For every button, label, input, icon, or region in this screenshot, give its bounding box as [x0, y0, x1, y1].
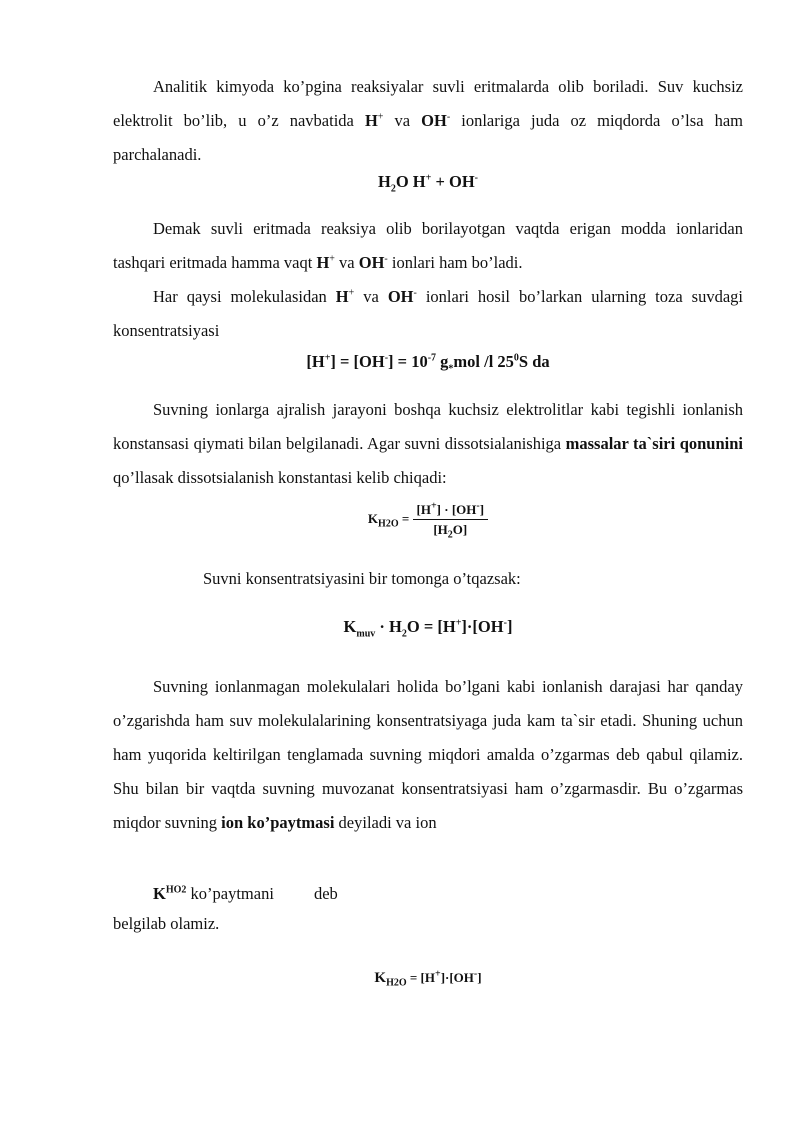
- sub: 2: [393, 977, 399, 989]
- eq-part: O: [395, 172, 409, 191]
- text: Demak suvli eritmada reaksiya olib borilayotgan vaqtda erigan modda ionlaridan tashqari eritmada hamma vaqt: [113, 219, 743, 272]
- paragraph-belgilab: [113, 907, 743, 941]
- sup: +: [329, 253, 335, 265]
- paragraph-suvning-ionlarga: [113, 393, 743, 495]
- equation-kmuv: [113, 617, 743, 640]
- eq-part: g: [436, 352, 449, 371]
- sup: -: [474, 172, 479, 184]
- text: va: [354, 287, 388, 306]
- sup: HO2: [165, 884, 187, 896]
- sub: O: [390, 518, 399, 530]
- sub: 2: [390, 183, 396, 195]
- ion-h: H: [364, 111, 378, 130]
- paragraph-demak: [113, 212, 743, 280]
- sup: +: [434, 968, 441, 980]
- eq-part: ] · [OH: [436, 502, 477, 517]
- k-symbol: K: [153, 884, 166, 903]
- ion-oh: OH: [387, 287, 414, 306]
- text: qo’llasak dissotsialanish konstantasi kelib chiqadi:: [113, 468, 447, 487]
- bold-term: massalar ta`siri qonunini: [565, 434, 743, 453]
- text: va: [383, 111, 422, 130]
- eq-part: ]: [479, 502, 485, 517]
- sup: +: [430, 500, 437, 512]
- sub: muv: [356, 628, 376, 640]
- text: ionlari hosil bo’larkan ularning toza suvdagi konsentratsiyasi: [113, 287, 743, 340]
- eq-part: · H: [375, 617, 402, 636]
- eq-part: H: [408, 172, 426, 191]
- sup: +: [348, 287, 355, 299]
- eq-part: K: [343, 617, 357, 636]
- sup: -: [476, 500, 480, 512]
- eq-part: [H: [306, 352, 325, 371]
- sub: H: [386, 977, 394, 989]
- sup: 0: [513, 352, 519, 364]
- paragraph-ion-kopaytmasi: [113, 670, 743, 840]
- paragraph-suvni-konsentratsiyasini: [203, 562, 743, 596]
- text: Suvning ionlarga ajralish jarayoni boshqa kuchsiz elektrolitlar kabi tegishli ionlanish konstansasi qiymati bilan belgilanadi. Agar suvni dissotsialanishiga: [113, 400, 743, 453]
- text: Analitik kimyoda ko’pgina reaksiyalar suvli eritmalarda olib boriladi. Suv kuchsiz elektrolit bo’lib, u o’z navbatida: [113, 77, 743, 130]
- equation-k-fraction: [113, 500, 743, 541]
- sup: -: [384, 352, 389, 364]
- sup: -: [446, 111, 451, 123]
- sup: -7: [427, 352, 437, 364]
- eq-part: [H: [433, 522, 448, 537]
- sup: -: [384, 253, 388, 265]
- fraction: [413, 500, 489, 541]
- text: Suvning ionlanmagan molekulalari holida bo’lgani kabi ionlanish darajasi har qanday o’zgarishda ham suv molekulalarining konsentratsiyaga juda kam ta`sir etadi. Shuning uchun ham yuqorida keltirilgan tenglamada suvning miqdori amalda o’zgarmas deb qabul qilamiz. Shu bilan bir vaqtda suvning muvozanat konsentratsiyasi ham o’zgarmasdir. Bu o’zgarmas miqdor suvning: [113, 677, 743, 832]
- equals: =: [398, 510, 413, 526]
- ion-h: H: [316, 253, 330, 272]
- paragraph-har-qaysi: [113, 280, 743, 348]
- equation-dissociation: [113, 172, 743, 195]
- paragraph-intro: [113, 70, 743, 172]
- eq-part: O]: [452, 522, 468, 537]
- eq-part: K: [374, 970, 387, 986]
- text: Suvni konsentratsiyasini bir tomonga o’tqazsak:: [203, 569, 521, 588]
- eq-part: mol /l 25: [453, 352, 514, 371]
- text: deyiladi va ion: [334, 813, 437, 832]
- eq-part: = [H: [406, 970, 435, 985]
- denominator: [433, 520, 468, 541]
- text: ionlariga juda oz miqdorda o’lsa ham parchalanadi.: [113, 111, 743, 164]
- eq-part: H: [377, 172, 391, 191]
- eq-part: S da: [518, 352, 550, 371]
- paragraph-k-line: [153, 877, 743, 911]
- equation-concentration: [113, 352, 743, 375]
- eq-part: O = [H: [406, 617, 456, 636]
- ion-oh: OH: [421, 111, 447, 130]
- sub: O: [398, 977, 407, 989]
- text: va: [334, 253, 359, 272]
- equation-kh2o: [113, 970, 743, 987]
- sup: +: [425, 172, 432, 184]
- ion-h: H: [335, 287, 349, 306]
- sup: -: [473, 968, 478, 980]
- sup: +: [455, 617, 462, 629]
- eq-part: ]: [506, 617, 513, 636]
- sub: 2: [447, 529, 453, 541]
- eq-part: [H: [416, 502, 431, 517]
- sup: +: [377, 111, 384, 123]
- bold-term: ion ko’paytmasi: [221, 813, 335, 832]
- eq-part: ]·[OH: [461, 617, 504, 636]
- sub: 2: [385, 518, 391, 530]
- eq-part: ]·[OH: [440, 970, 474, 985]
- text: belgilab olamiz.: [113, 914, 220, 933]
- text: ionlari ham bo’ladi.: [387, 253, 523, 272]
- sub: 2: [401, 628, 407, 640]
- text: deb: [313, 884, 338, 903]
- sup: +: [324, 352, 331, 364]
- numerator: [413, 502, 489, 520]
- ion-oh: OH: [358, 253, 385, 272]
- sup: -: [413, 287, 417, 299]
- sup: -: [503, 617, 507, 629]
- text: ko’paytmani: [186, 884, 274, 903]
- sub: *: [448, 363, 454, 375]
- text: Har qaysi molekulasidan: [153, 287, 336, 306]
- sub: H: [378, 518, 386, 530]
- eq-part: K: [367, 510, 379, 526]
- eq-part: ] = 10: [388, 352, 428, 371]
- k-symbol: [367, 510, 399, 530]
- eq-part: ]: [477, 970, 482, 985]
- eq-part: + OH: [431, 172, 475, 191]
- eq-part: ] = [OH: [330, 352, 385, 371]
